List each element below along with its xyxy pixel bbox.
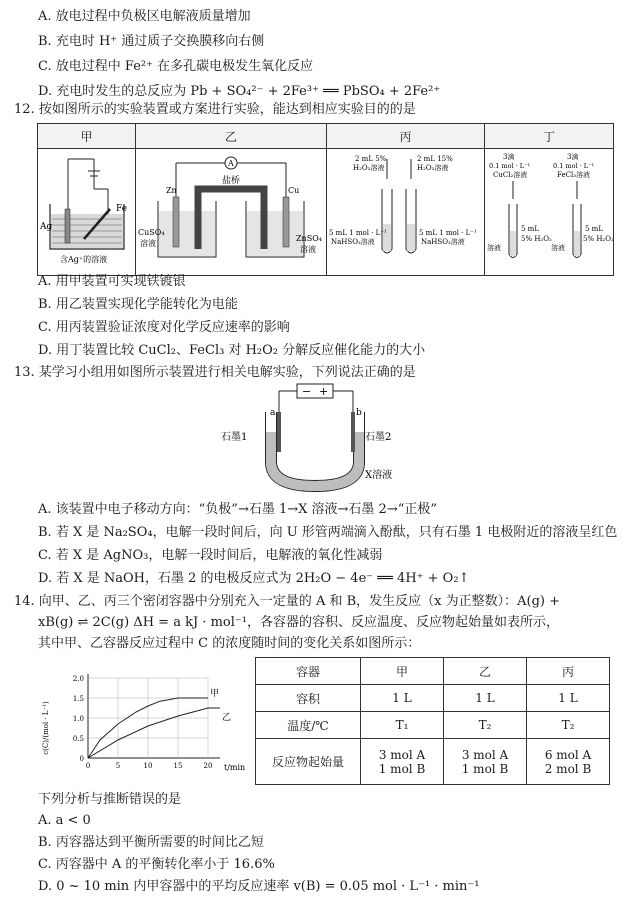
chart-x-tick: 10 [143, 762, 153, 770]
q14-condition-table [255, 657, 610, 785]
table-row [256, 685, 610, 712]
apparatus-ding [485, 149, 614, 276]
q14-option-d: D. 0 ~ 10 min 内甲容器中的平均反应速率 v(B) = 0.05 mol · L⁻¹ · min⁻¹ [38, 879, 480, 894]
apparatus-bing [327, 149, 485, 276]
chart-x-tick: 20 [203, 762, 213, 770]
table-cell: 6 mol A 2 mol B [527, 739, 610, 785]
bing-bottom-right-2: NaHSO₃溶液 [421, 238, 465, 246]
yi-diagram [136, 149, 326, 271]
q13-option-a: A. 该装置中电子移动方向：“负极”→石墨 1→X 溶液→石墨 2→“正极” [38, 502, 438, 517]
table-cell: 容积 [256, 685, 361, 712]
power-plus: + [319, 385, 329, 398]
table-cell: 容器 [256, 658, 361, 685]
yi-left-solution: CuSO₄ [138, 228, 165, 237]
yi-cu-label: Cu [288, 186, 300, 195]
yi-right-solution: ZnSO₄ [296, 234, 322, 243]
table-row [256, 712, 610, 739]
table-cell: 3 mol A 1 mol B [361, 739, 444, 785]
q13-option-c: C. 若 X 是 AgNO₃，电解一段时间后，电解液的氧化性减弱 [38, 548, 383, 563]
chart-y-tick: 0 [79, 755, 84, 763]
table-cell: 甲 [361, 658, 444, 685]
bing-bottom-left-1: 5 mL 1 mol · L⁻¹ [329, 229, 387, 237]
table-cell: T₂ [527, 712, 610, 739]
yi-bridge-label: 盐桥 [222, 176, 241, 186]
concentration-time-chart [40, 668, 246, 778]
yi-left-solution-2: 溶液 [140, 239, 156, 248]
chart-x-tick: 5 [115, 762, 121, 770]
electrode-b-label: b [356, 408, 362, 418]
chart-series-label: 乙 [222, 713, 232, 723]
q12-option-c: C. 用丙装置验证浓度对化学反应速率的影响 [38, 320, 290, 335]
q13-option-d: D. 若 X 是 NaOH，石墨 2 的电极反应式为 2H₂O − 4e⁻ ══ 4H⁺ + O₂↑ [38, 571, 470, 586]
table-cell: 乙 [444, 658, 527, 685]
header-jia: 甲 [38, 124, 136, 149]
q11-option-b: B. 充电时 H⁺ 通过质子交换膜移向右侧 [38, 34, 265, 49]
table-cell: 温度/℃ [256, 712, 361, 739]
table-cell: T₂ [444, 712, 527, 739]
ding-conc-2: 0.1 mol · L⁻¹ [553, 162, 595, 170]
bing-top-left-1: 2 mL 5% [355, 155, 387, 163]
apparatus-jia [38, 149, 136, 276]
q14-option-b: B. 丙容器达到平衡所需要的时间比乙短 [38, 835, 264, 850]
bing-top-left-2: H₂O₂溶液 [353, 164, 385, 172]
bing-top-right-1: 2 mL 15% [417, 155, 453, 163]
x-solution-label: X溶液 [365, 470, 393, 481]
chart-y-tick: 0.5 [72, 735, 84, 743]
electrode-a-label: a [270, 408, 276, 418]
jia-ag-label: Ag [40, 222, 53, 232]
header-yi: 乙 [136, 124, 327, 149]
chart-ylabel: c(C)/(mol · L⁻¹) [42, 701, 50, 755]
chart-y-tick: 1.5 [72, 695, 84, 703]
q12-option-a: A. 用甲装置可实现铁镀银 [38, 274, 186, 289]
q14-stem-line-2: xB(g) ⇌ 2C(g) ΔH = a kJ · mol⁻¹，各容器的容积、反应温度、反应物起始量如表所示， [38, 615, 559, 630]
ding-h2o2-1: 5% H₂O₂ [521, 235, 552, 243]
bing-diagram [327, 149, 484, 271]
table-cell: 1 L [444, 685, 527, 712]
q12-option-d: D. 用丁装置比较 CuCl₂、FeCl₃ 对 H₂O₂ 分解反应催化能力的大小 [38, 343, 426, 358]
power-minus: − [302, 385, 312, 398]
ding-sol-1: 溶液 [487, 244, 501, 252]
table-cell: 丙 [527, 658, 610, 685]
jia-diagram [38, 149, 135, 271]
ding-cucl2: CuCl₂溶液 [493, 171, 528, 179]
q11-option-a: A. 放电过程中负极区电解液质量增加 [38, 9, 251, 24]
q11-option-d: D. 充电时发生的总反应为 Pb + SO₄²⁻ + 2Fe³⁺ ══ PbSO₄ + 2Fe²⁺ [38, 84, 441, 99]
table-cell: T₁ [361, 712, 444, 739]
ding-vol-2: 5 mL [585, 225, 603, 233]
header-ding: 丁 [485, 124, 614, 149]
ding-fecl3: FeCl₃溶液 [557, 171, 591, 179]
ding-vol-1: 5 mL [521, 225, 539, 233]
q13-stem: 13. 某学习小组用如图所示装置进行相关电解实验，下列说法正确的是 [14, 365, 416, 380]
yi-right-solution-2: 溶液 [300, 245, 316, 254]
jia-fe-label: Fe [116, 204, 128, 214]
q14-ask: 下列分析与推断错误的是 [38, 792, 182, 807]
q14-option-c: C. 丙容器中 A 的平衡转化率小于 16.6% [38, 857, 275, 872]
bing-bottom-right-1: 5 mL 1 mol · L⁻¹ [419, 229, 477, 237]
yi-zn-label: Zn [166, 186, 177, 195]
table-row [256, 739, 610, 785]
q12-stem: 12. 按如图所示的实验装置或方案进行实验，能达到相应实验目的的是 [14, 102, 416, 117]
ding-conc-1: 0.1 mol · L⁻¹ [489, 162, 531, 170]
q13-u-tube-diagram [215, 382, 410, 492]
bing-top-right-2: H₂O₂溶液 [417, 164, 449, 172]
table-cell: 1 L [527, 685, 610, 712]
table-cell: 反应物起始量 [256, 739, 361, 785]
bing-bottom-left-2: NaHSO₃溶液 [331, 238, 375, 246]
chart-series-label: 甲 [210, 689, 220, 699]
chart-y-tick: 2.0 [72, 675, 84, 683]
graphite-1-label: 石墨1 [221, 432, 248, 443]
ding-diagram [485, 149, 613, 271]
header-bing: 丙 [327, 124, 485, 149]
chart-x-tick: 0 [85, 762, 91, 770]
apparatus-yi [136, 149, 327, 276]
q12-apparatus-table [37, 123, 614, 276]
chart-xlabel: t/min [224, 763, 246, 772]
chart-x-tick: 15 [173, 762, 183, 770]
q14-option-a: A. a < 0 [38, 813, 91, 828]
q14-stem-line-3: 其中甲、乙容器反应过程中 C 的浓度随时间的变化关系如图所示： [38, 636, 421, 651]
jia-solution-label: 含Ag⁺的溶液 [60, 255, 108, 264]
ding-sol-2: 溶液 [551, 244, 565, 252]
q11-option-c: C. 放电过程中 Fe²⁺ 在多孔碳电极发生氧化反应 [38, 59, 314, 74]
ding-drops-2: 3滴 [567, 153, 579, 161]
table-cell: 3 mol A 1 mol B [444, 739, 527, 785]
ding-drops-1: 3滴 [503, 153, 515, 161]
q12-option-b: B. 用乙装置实现化学能转化为电能 [38, 297, 238, 312]
q13-option-b: B. 若 X 是 Na₂SO₄，电解一段时间后，向 U 形管两端滴入酚酞，只有石墨 1 电极附近的溶液呈红色 [38, 525, 618, 540]
q14-stem-line-1: 14. 向甲、乙、丙三个密闭容器中分别充入一定量的 A 和 B，发生反应（x 为正整数）：A(g) + [14, 594, 560, 609]
yi-meter-label: A [228, 159, 234, 168]
table-cell: 1 L [361, 685, 444, 712]
graphite-2-label: 石墨2 [365, 432, 392, 443]
ding-h2o2-2: 5% H₂O₂ [583, 235, 614, 243]
chart-y-tick: 1.0 [72, 715, 84, 723]
table-row [256, 658, 610, 685]
